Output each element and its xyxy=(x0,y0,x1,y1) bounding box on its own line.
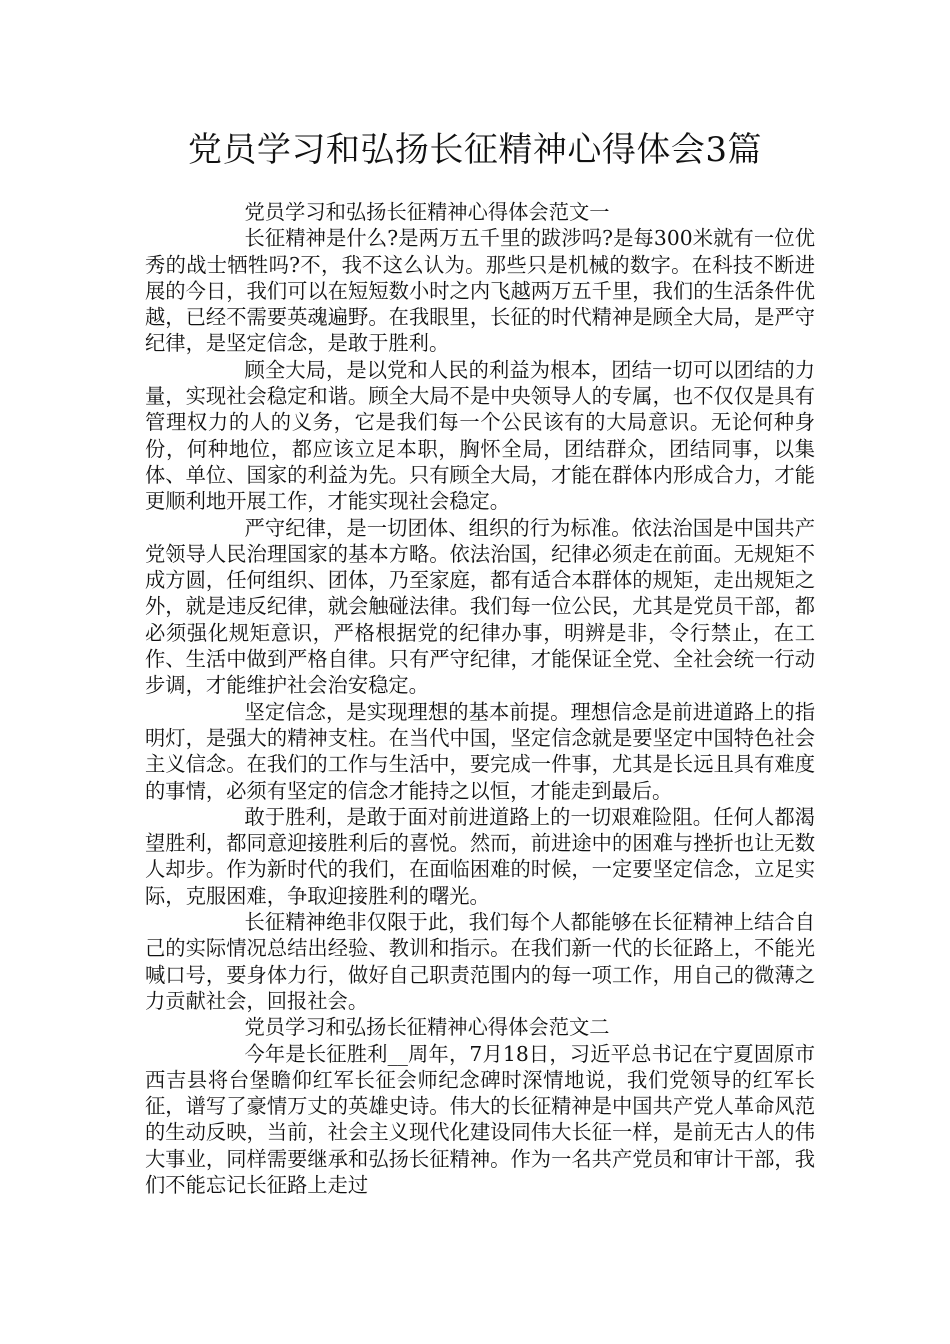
paragraph: 坚定信念，是实现理想的基本前提。理想信念是前进道路上的指明灯，是强大的精神支柱。在当代中国，坚定信念就是要坚定中国特色社会主义信念。在我们的工作与生活中，要完成一件事，尤其是长远且具有难度的事情，必须有坚定的信念才能持之以恒，才能走到最后。 xyxy=(145,699,815,803)
document-body xyxy=(145,199,815,1198)
section-heading-1: 党员学习和弘扬长征精神心得体会范文一 xyxy=(244,200,610,224)
paragraph: 严守纪律，是一切团体、组织的行为标准。依法治国是中国共产党领导人民治理国家的基本方略。依法治国，纪律必须走在前面。无规矩不成方圆，任何组织、团体，乃至家庭，都有适合本群体的规矩，走出规矩之外，就是违反纪律，就会触碰法律。我们每一位公民，尤其是党员干部，都必须强化规矩意识，严格根据党的纪律办事，明辨是非，令行禁止，在工作、生活中做到严格自律。只有严守纪律，才能保证全党、全社会统一行动步调，才能维护社会治安稳定。 xyxy=(145,515,815,698)
paragraph: 长征精神绝非仅限于此，我们每个人都能够在长征精神上结合自己的实际情况总结出经验、教训和指示。在我们新一代的长征路上，不能光喊口号，要身体力行，做好自己职责范围内的每一项工作，用自己的微薄之力贡献社会，回报社会。 xyxy=(145,910,815,1013)
document-title: 党员学习和弘扬长征精神心得体会3篇 xyxy=(187,130,763,170)
paragraph: 今年是长征胜利__周年，7月18日，习近平总书记在宁夏固原市西吉县将台堡瞻仰红军长征会师纪念碑时深情地说，我们党领导的红军长征，谱写了豪情万丈的英雄史诗。伟大的长征精神是中国共产党人革命风范的生动反映，当前，社会主义现代化建设同伟大长征一样，是前无古人的伟大事业，同样需要继承和弘扬长征精神。作为一名共产党员和审计干部，我们不能忘记长征路上走过 xyxy=(145,1041,815,1197)
paragraph: 敢于胜利，是敢于面对前进道路上的一切艰难险阻。任何人都渴望胜利，都同意迎接胜利后的喜悦。然而，前进途中的困难与挫折也让无数人却步。作为新时代的我们，在面临困难的时候，一定要坚定信念，立足实际，克服困难，争取迎接胜利的曙光。 xyxy=(145,804,815,908)
paragraph: 顾全大局，是以党和人民的利益为根本，团结一切可以团结的力量，实现社会稳定和谐。顾全大局不是中央领导人的专属，也不仅仅是具有管理权力的人的义务，它是我们每一个公民该有的大局意识。无论何种身份，何种地位，都应该立足本职，胸怀全局，团结群众，团结同事，以集体、单位、国家的利益为先。只有顾全大局，才能在群体内形成合力，才能更顺利地开展工作，才能实现社会稳定。 xyxy=(145,357,815,514)
paragraph: 长征精神是什么?是两万五千里的跋涉吗?是每300米就有一位优秀的战士牺牲吗?不，我不这么认为。那些只是机械的数字。在科技不断进展的今日，我们可以在短短数小时之内飞越两万五千里，我们的生活条件优越，已经不需要英魂遍野。在我眼里，长征的时代精神是顾全大局，是严守纪律，是坚定信念，是敢于胜利。 xyxy=(145,226,815,356)
section-heading-2: 党员学习和弘扬长征精神心得体会范文二 xyxy=(244,1015,610,1040)
